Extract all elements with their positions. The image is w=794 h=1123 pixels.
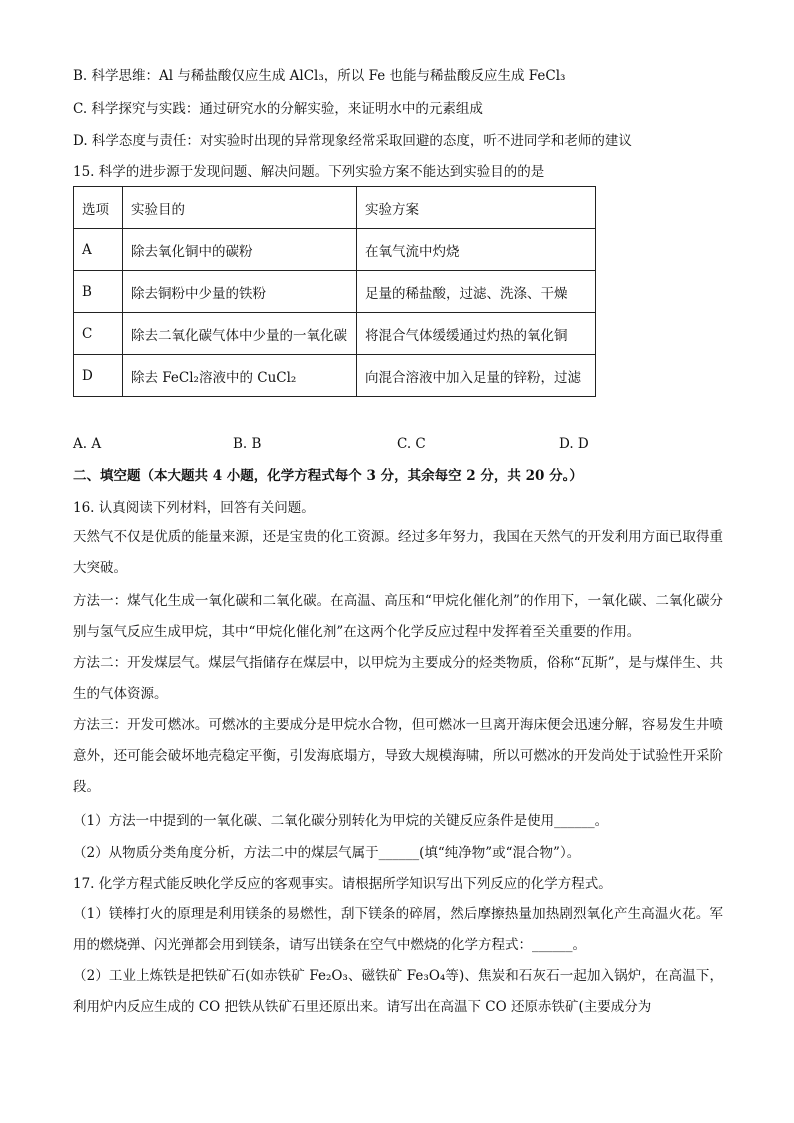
choice-d[interactable]: D. D	[559, 436, 589, 452]
option-b-text: B. 科学思维：Al 与稀盐酸仅应生成 AlCl₃，所以 Fe 也能与稀盐酸反应生成 FeCl₃	[73, 68, 566, 84]
passage-intro: 天然气不仅是优质的能量来源，还是宝贵的化工资源。经过多年努力，我国在天然气的开发利用方面已取得重大突破。	[73, 529, 723, 576]
passage-method-2: 方法二：开发煤层气。煤层气指储存在煤层中，以甲烷为主要成分的烃类物质，俗称“瓦斯”，是与煤伴生、共生的气体资源。	[73, 655, 723, 702]
cell-purpose: 除去 FeCl₂溶液中的 CuCl₂	[123, 355, 357, 397]
header-purpose: 实验目的	[123, 187, 357, 229]
cell-purpose: 除去铜粉中少量的铁粉	[123, 271, 357, 313]
question-17-2: （2）工业上炼铁是把铁矿石(如赤铁矿 Fe₂O₃、磁铁矿 Fe₃O₄等)、焦炭和石灰石一起加入锅炉，在高温下，利用炉内反应生成的 CO 把铁从铁矿石里还原出来。请写出在高温下 CO 还原赤铁矿(主要成分为	[73, 968, 723, 1015]
question-15: 15. 科学的进步源于发现问题、解决问题。下列实验方案不能达到实验目的的是	[73, 164, 545, 180]
option-d-text: D. 科学态度与责任：对实验时出现的异常现象经常采取回避的态度，听不进同学和老师的建议	[73, 133, 632, 149]
choice-c[interactable]: C. C	[397, 436, 426, 452]
question-16: 16. 认真阅读下列材料，回答有关问题。	[73, 500, 315, 516]
cell-option: C	[74, 313, 123, 355]
cell-option: B	[74, 271, 123, 313]
cell-option: D	[74, 355, 123, 397]
cell-plan: 将混合气体缓缓通过灼热的氧化铜	[357, 313, 596, 355]
cell-purpose: 除去二氧化碳气体中少量的一氧化碳	[123, 313, 357, 355]
passage-method-1: 方法一：煤气化生成一氧化碳和二氧化碳。在高温、高压和“甲烷化催化剂”的作用下，一氧化碳、二氧化碳分别与氢气反应生成甲烷，其中“甲烷化催化剂”在这两个化学反应过程中发挥着至关重要的作用。	[73, 593, 723, 640]
table-row	[74, 271, 596, 313]
table-header-row	[74, 187, 596, 229]
cell-plan: 在氧气流中灼烧	[357, 229, 596, 271]
section-2-heading: 二、填空题（本大题共 4 小题，化学方程式每个 3 分，其余每空 2 分，共 20 分。）	[73, 468, 583, 484]
question-17: 17. 化学方程式能反映化学反应的客观事实。请根据所学知识写出下列反应的化学方程式。	[73, 876, 612, 892]
choice-b[interactable]: B. B	[233, 436, 262, 452]
question-16-2: （2）从物质分类角度分析，方法二中的煤层气属于______(填“纯净物”或“混合物”）。	[73, 845, 581, 861]
option-c-text: C. 科学探究与实践：通过研究水的分解实验，来证明水中的元素组成	[73, 101, 483, 117]
cell-plan: 向混合溶液中加入足量的锌粉，过滤	[357, 355, 596, 397]
header-option: 选项	[74, 187, 123, 229]
table-row	[74, 313, 596, 355]
cell-purpose: 除去氧化铜中的碳粉	[123, 229, 357, 271]
choice-a[interactable]: A. A	[73, 436, 102, 452]
table-row	[74, 229, 596, 271]
question-17-1: （1）镁棒打火的原理是利用镁条的易燃性，刮下镁条的碎屑，然后摩擦热量加热剧烈氧化产生高温火花。军用的燃烧弹、闪光弹都会用到镁条，请写出镁条在空气中燃烧的化学方程式：______。	[73, 906, 723, 953]
passage-method-3: 方法三：开发可燃冰。可燃冰的主要成分是甲烷水合物，但可燃冰一旦离开海床便会迅速分解，容易发生井喷意外，还可能会破坏地壳稳定平衡，引发海底塌方，导致大规模海啸，所以可燃冰的开发尚处于试验性开采阶段。	[73, 717, 723, 795]
table-row	[74, 355, 596, 397]
experiment-table	[73, 186, 596, 397]
question-16-1: （1）方法一中提到的一氧化碳、二氧化碳分别转化为甲烷的关键反应条件是使用______。	[73, 813, 609, 829]
cell-plan: 足量的稀盐酸，过滤、洗涤、干燥	[357, 271, 596, 313]
cell-option: A	[74, 229, 123, 271]
header-plan: 实验方案	[357, 187, 596, 229]
